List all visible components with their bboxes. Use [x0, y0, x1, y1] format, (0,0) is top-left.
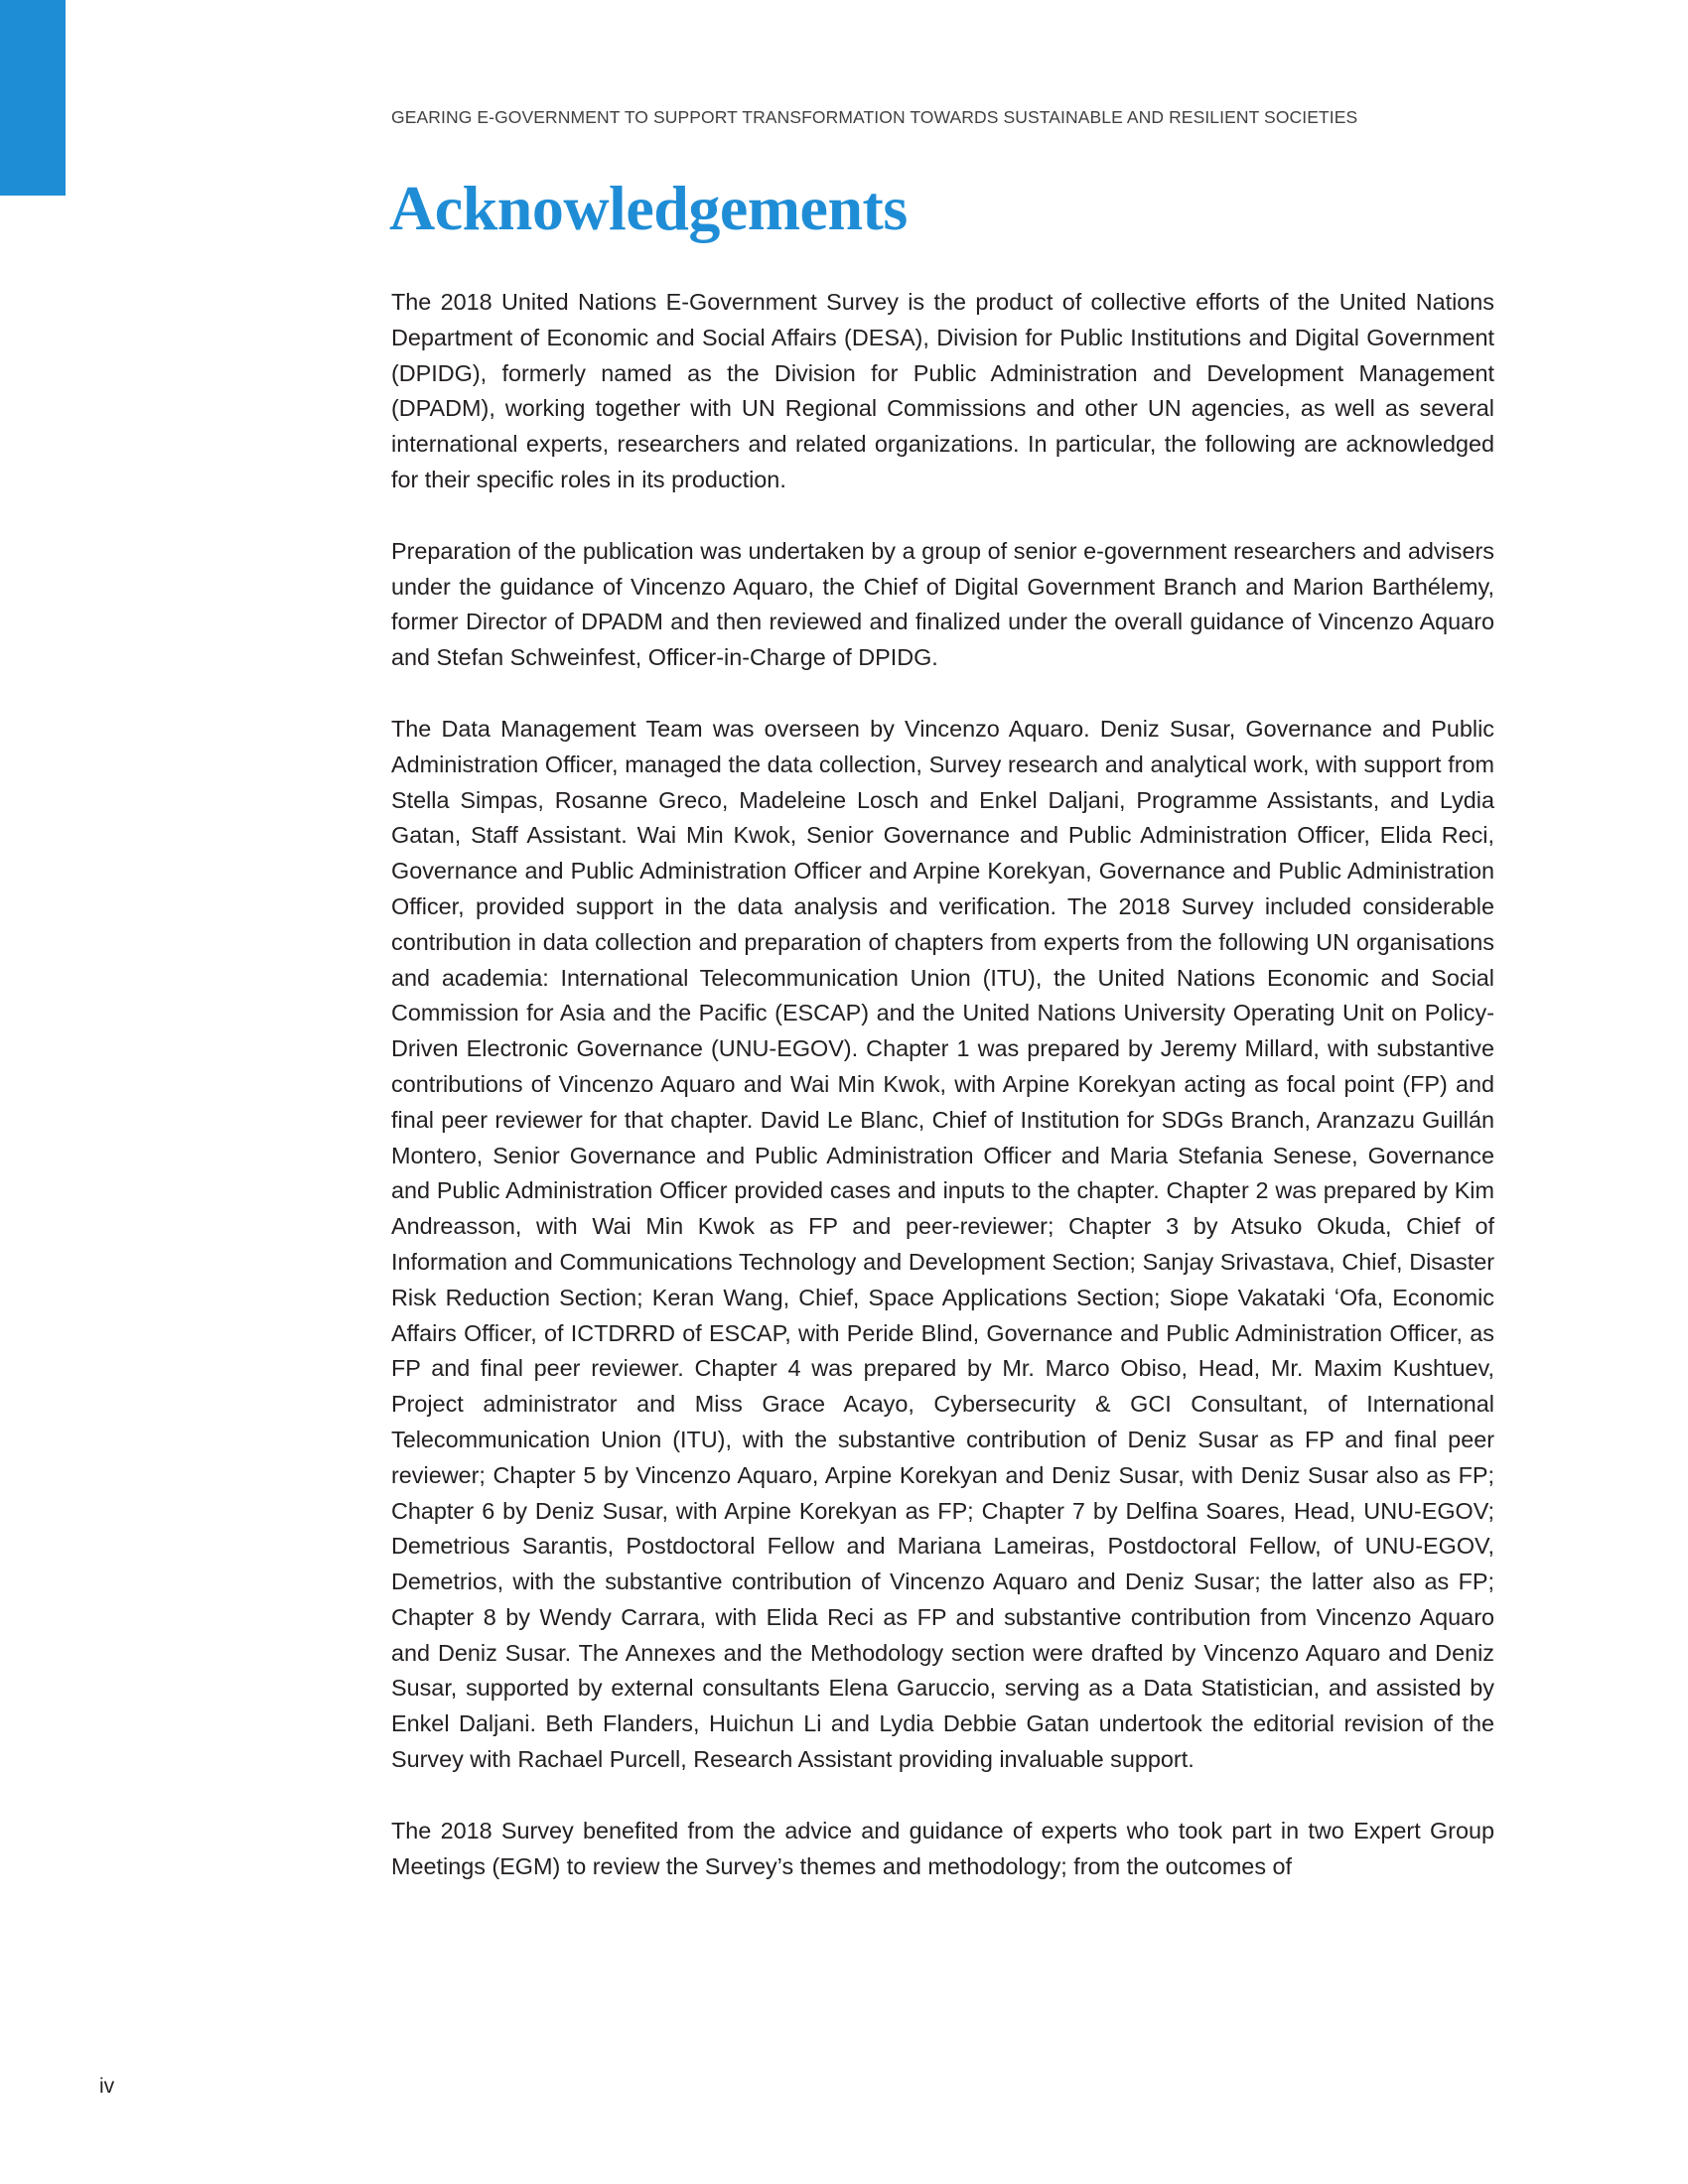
paragraph-preparation: Preparation of the publication was undertaken by a group of senior e-government researchers and advisers under the guidance of Vincenzo Aquaro, the Chief of Digital Government Branch and Marion Barthélemy, former Director of DPADM and then reviewed and finalized under the overall guidance of Vincenzo Aquaro and Stefan Schweinfest, Officer-in-Charge of DPIDG.: [391, 537, 1494, 671]
corner-tab: [0, 0, 66, 196]
page-number: iv: [99, 2075, 115, 2098]
running-header: GEARING E-GOVERNMENT TO SUPPORT TRANSFORMATION TOWARDS SUSTAINABLE AND RESILIENT SOCIETIES: [391, 107, 1358, 127]
paragraph-data-management: The Data Management Team was overseen by Vincenzo Aquaro. Deniz Susar, Governance and Public Administration Officer, managed the data collection, Survey research and analytical work, with support from Stella Simpas, Rosanne Greco, Madeleine Losch and Enkel Daljani, Programme Assistants, and Lydia Gatan, Staff Assistant. Wai Min Kwok, Senior Governance and Public Administration Officer, Elida Reci, Governance and Public Administration Officer and Arpine Korekyan, Governance and Public Administration Officer, provided support in the data analysis and verification. The 2018 Survey included considerable contribution in data collection and preparation of chapters from experts from the following UN organisations and academia: International Telecommunication Union (ITU), the United Nations Economic and Social Commission for Asia and the Pacific (ESCAP) and the United Nations University Operating Unit on Policy-Driven Electronic Governance (UNU-EGOV). Chapter 1 was prepared by Jeremy Millard, with substantive contributions of Vincenzo Aquaro and Wai Min Kwok, with Arpine Korekyan acting as focal point (FP) and final peer reviewer for that chapter. David Le Blanc, Chief of Institution for SDGs Branch, Aranzazu Guillán Montero, Senior Governance and Public Administration Officer and Maria Stefania Senese, Governance and Public Administration Officer provided cases and inputs to the chapter. Chapter 2 was prepared by Kim Andreasson, with Wai Min Kwok as FP and peer-reviewer; Chapter 3 by Atsuko Okuda, Chief of Information and Communications Technology and Development Section; Sanjay Srivastava, Chief, Disaster Risk Reduction Section; Keran Wang, Chief, Space Applications Section; Siope Vakataki ʻOfa, Economic Affairs Officer, of ICTDRRD of ESCAP, with Peride Blind, Governance and Public Administration Officer, as FP and final peer reviewer. Chapter 4 was prepared by Mr. Marco Obiso, Head, Mr. Maxim Kushtuev, Project administrator and Miss Grace Acayo, Cybersecurity & GCI Consultant, of International Telecommunication Union (ITU), with the substantive contribution of Deniz Susar as FP and final peer reviewer; Chapter 5 by Vincenzo Aquaro, Arpine Korekyan and Deniz Susar, with Deniz Susar also as FP; Chapter 6 by Deniz Susar, with Arpine Korekyan as FP; Chapter 7 by Delfina Soares, Head, UNU-EGOV; Demetrious Sarantis, Postdoctoral Fellow and Mariana Lameiras, Postdoctoral Fellow, of UNU-EGOV, Demetrios, with the substantive contribution of Vincenzo Aquaro and Deniz Susar; the latter also as FP; Chapter 8 by Wendy Carrara, with Elida Reci as FP and substantive contribution from Vincenzo Aquaro and Deniz Susar. The Annexes and the Methodology section were drafted by Vincenzo Aquaro and Deniz Susar, supported by external consultants Elena Garuccio, serving as a Data Statistician, and assisted by Enkel Daljani. Beth Flanders, Huichun Li and Lydia Debbie Gatan undertook the editorial revision of the Survey with Rachael Purcell, Research Assistant providing invaluable support.: [391, 715, 1494, 1773]
paragraph-intro: The 2018 United Nations E-Government Survey is the product of collective efforts of the United Nations Department of Economic and Social Affairs (DESA), Division for Public Institutions and Digital Government (DPIDG), formerly named as the Division for Public Administration and Development Management (DPADM), working together with UN Regional Commissions and other UN agencies, as well as several international experts, researchers and related organizations. In particular, the following are acknowledged for their specific roles in its production.: [391, 289, 1494, 492]
page-title: Acknowledgements: [389, 173, 908, 243]
body-text: [391, 285, 1494, 1920]
paragraph-expert-meetings: The 2018 Survey benefited from the advice and guidance of experts who took part in two Expert Group Meetings (EGM) to review the Survey’s themes and methodology; from the outcomes of: [391, 1817, 1494, 1879]
